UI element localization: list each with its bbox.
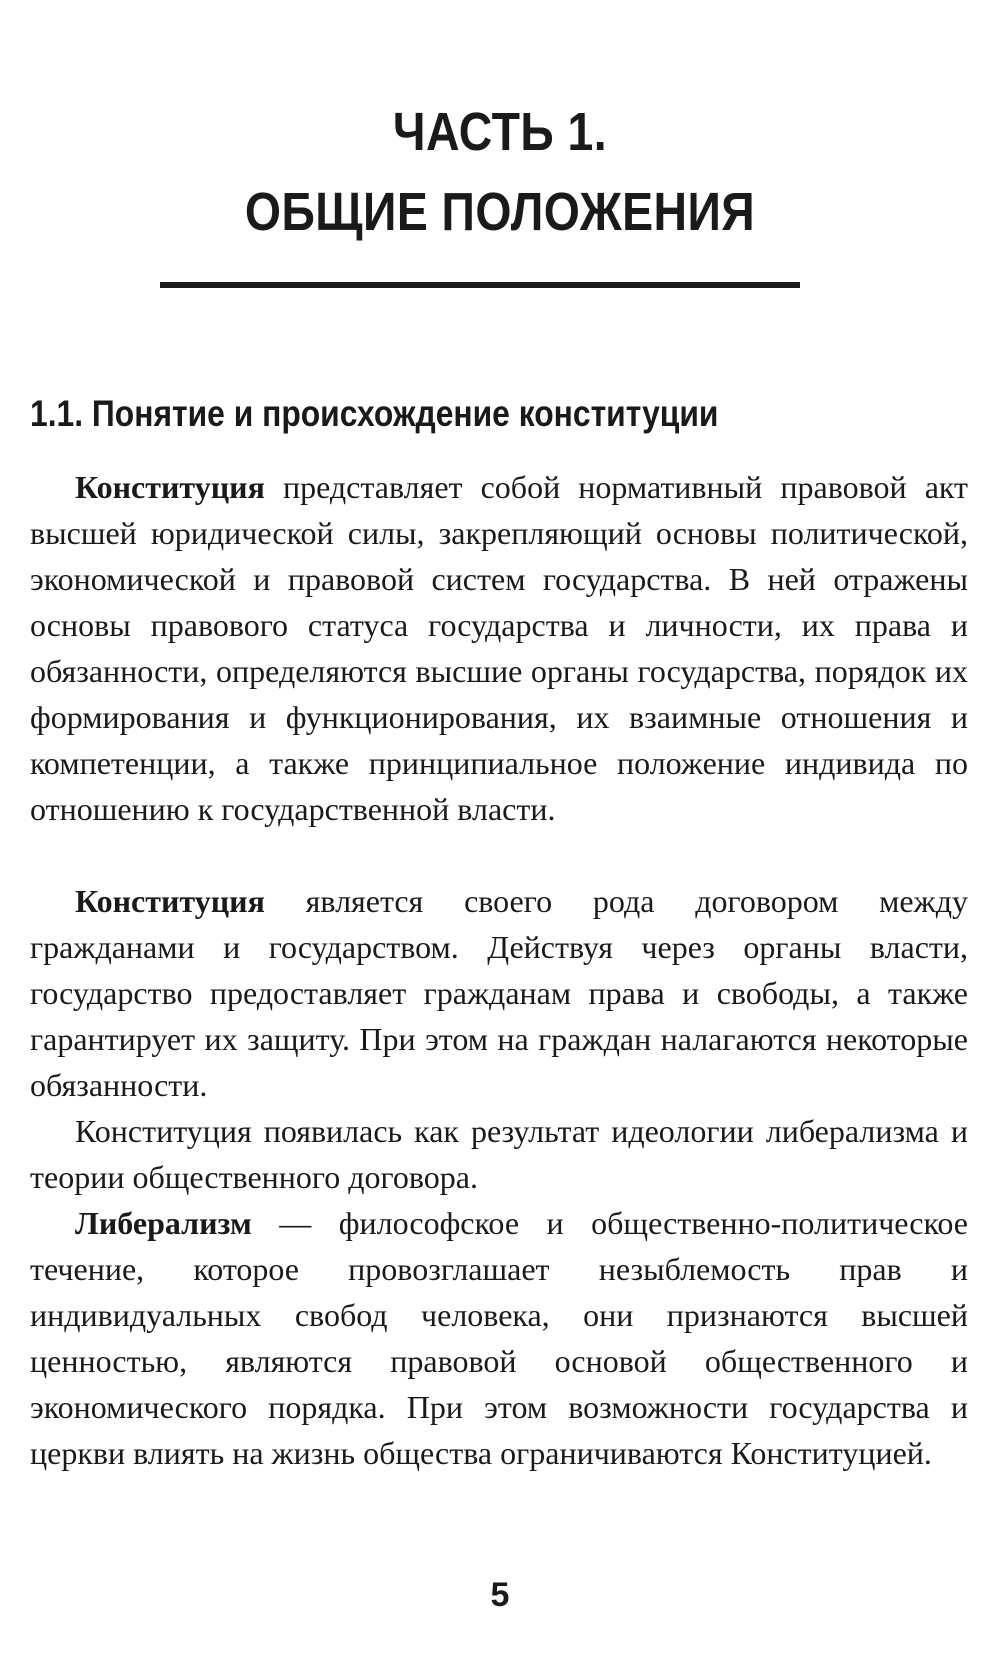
paragraph-text: представляет собой нормативный правовой акт высшей юридической силы, закрепляющий основы политической, экономической и правовой систем государства. В ней отражены основы правового статуса государства и личности, их права и обязанности, определяются высшие органы государства, порядок их формирования и функционирования, их взаимные отношения и компетенции, а также принципиальное положение индивида по отношению к государственной власти.: [30, 469, 968, 827]
term-bold: Конституция: [75, 883, 265, 919]
term-bold: Конституция: [75, 469, 265, 505]
part-heading: [70, 92, 930, 252]
paragraph: [30, 1200, 968, 1476]
paragraph-text: — философское и общественно-политическое течение, которое провозглашает незыблемость прав и индивидуальных свобод человека, они признаются высшей ценностью, являются правовой основой общественного и экономического порядка. При этом возможности государства и церкви влиять на жизнь общества ограничиваются Конституцией.: [30, 1205, 968, 1471]
part-number: ЧАСТЬ 1.: [392, 102, 608, 162]
section-title: 1.1. Понятие и происхождение конституции: [30, 393, 719, 434]
paragraph-text: является своего рода договором между гражданами и государством. Действуя через органы власти, государство предоставляет гражданам права и свободы, а также гарантирует их защиту. При этом на граждан налагаются некоторые обязанности.: [30, 883, 968, 1103]
paragraph: [30, 1108, 968, 1200]
paragraph: [30, 878, 968, 1108]
paragraph: [30, 464, 968, 832]
page-number: 5: [490, 1576, 510, 1614]
term-bold: Либерализм: [75, 1205, 252, 1241]
heading-divider: [160, 282, 800, 288]
paragraph-text: Конституция появилась как результат идеологии либерализма и теории общественного договора.: [30, 1113, 968, 1195]
part-title: ОБЩИЕ ПОЛОЖЕНИЯ: [244, 182, 756, 242]
